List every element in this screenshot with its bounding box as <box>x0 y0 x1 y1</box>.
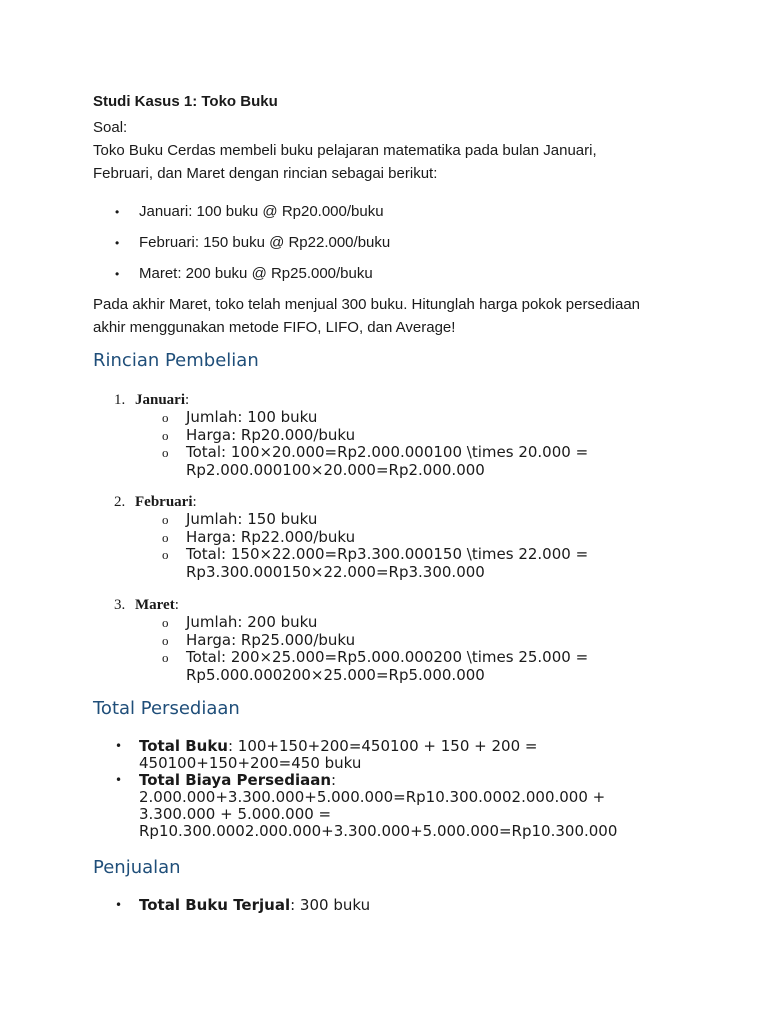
circle-bullet-icon: o <box>162 427 169 443</box>
item-line-4: Rp10.300.0002.000.000+3.300.000+5.000.000=Rp10.300.000 <box>139 822 618 840</box>
document-title: Studi Kasus 1: Toko Buku <box>93 93 278 110</box>
harga-text: Harga: Rp25.000/buku <box>186 630 356 649</box>
item-line-1: : 100+150+200=450100 + 150 + 200 = <box>227 737 538 755</box>
list-item <box>93 772 693 840</box>
item-line-2: 2.000.000+3.300.000+5.000.000=Rp10.300.0002.000.000 + <box>139 788 606 806</box>
intro-line-1: Toko Buku Cerdas membeli buku pelajaran matematika pada bulan Januari, <box>93 142 597 159</box>
month-heading <box>114 391 588 409</box>
circle-bullet-icon: o <box>162 632 169 648</box>
list-item <box>93 262 390 293</box>
bullet-icon: • <box>115 205 120 219</box>
list-item <box>114 444 588 479</box>
total-line-1: Total: 100×20.000=Rp2.000.000100 \times 20.000 = <box>186 443 589 461</box>
list-item <box>93 231 390 262</box>
harga-text: Harga: Rp20.000/buku <box>186 425 356 444</box>
list-item <box>114 649 588 684</box>
circle-bullet-icon: o <box>162 529 169 545</box>
item-label: Total Buku <box>139 737 228 755</box>
list-item <box>114 427 588 445</box>
circle-bullet-icon: o <box>162 410 169 425</box>
item-line-2: 450100+150+200=450 buku <box>139 754 362 772</box>
item-label: Total Buku Terjual <box>139 896 291 914</box>
circle-bullet-icon: o <box>162 615 169 630</box>
bullet-icon: • <box>115 267 120 281</box>
heading-total-persediaan: Total Persediaan <box>93 698 240 719</box>
purchase-text: Februari: 150 buku @ Rp22.000/buku <box>139 234 391 251</box>
soal-label: Soal: <box>93 119 128 136</box>
purchase-text: Maret: 200 buku @ Rp25.000/buku <box>139 265 373 282</box>
total-line-2: Rp2.000.000100×20.000=Rp2.000.000 <box>186 460 485 479</box>
list-item <box>114 546 588 581</box>
total-line-2: Rp3.300.000150×22.000=Rp3.300.000 <box>186 562 485 581</box>
jumlah-text: Jumlah: 100 buku <box>186 408 318 426</box>
list-item <box>93 738 693 772</box>
jumlah-text: Jumlah: 200 buku <box>186 613 318 631</box>
list-item <box>114 614 588 632</box>
month-number: 2. <box>114 494 126 510</box>
month-details <box>114 511 588 581</box>
list-item <box>114 632 588 650</box>
month-heading <box>114 493 588 511</box>
list-item <box>93 200 390 231</box>
list-item <box>114 409 588 427</box>
circle-bullet-icon: o <box>162 547 169 562</box>
heading-penjualan: Penjualan <box>93 857 181 878</box>
total-line-1: Total: 200×25.000=Rp5.000.000200 \times 25.000 = <box>186 648 589 666</box>
harga-text: Harga: Rp22.000/buku <box>186 527 356 546</box>
month-maret <box>114 596 588 684</box>
circle-bullet-icon: o <box>162 650 169 665</box>
bullet-icon: • <box>115 739 123 753</box>
month-heading <box>114 596 588 614</box>
month-colon: : <box>192 494 197 510</box>
intro-line-2: Februari, dan Maret dengan rincian sebagai berikut: <box>93 165 438 182</box>
month-name: Januari <box>135 392 186 408</box>
item-line-1: : <box>331 771 337 789</box>
month-januari <box>114 391 588 479</box>
purchase-text: Januari: 100 buku @ Rp20.000/buku <box>139 203 384 220</box>
heading-rincian-pembelian: Rincian Pembelian <box>93 350 259 371</box>
circle-bullet-icon: o <box>162 512 169 527</box>
jumlah-text: Jumlah: 150 buku <box>186 510 318 528</box>
month-details <box>114 409 588 479</box>
purchase-list <box>93 200 390 293</box>
list-item <box>114 529 588 547</box>
month-number: 1. <box>114 392 126 408</box>
total-list <box>93 738 693 840</box>
bullet-icon: • <box>115 898 123 912</box>
bullet-icon: • <box>115 773 123 787</box>
sales-list <box>93 897 693 914</box>
month-name: Februari <box>135 494 193 510</box>
bullet-icon: • <box>115 236 120 250</box>
list-item <box>93 897 693 914</box>
total-line-1: Total: 150×22.000=Rp3.300.000150 \times 22.000 = <box>186 545 589 563</box>
month-colon: : <box>174 597 179 613</box>
question-line-1: Pada akhir Maret, toko telah menjual 300 buku. Hitunglah harga pokok persediaan <box>93 296 641 313</box>
month-name: Maret <box>135 597 175 613</box>
month-number: 3. <box>114 597 126 613</box>
item-text: : 300 buku <box>290 896 371 914</box>
total-line-2: Rp5.000.000200×25.000=Rp5.000.000 <box>186 665 485 684</box>
item-label: Total Biaya Persediaan <box>139 771 332 789</box>
month-colon: : <box>185 392 190 408</box>
circle-bullet-icon: o <box>162 445 169 460</box>
month-februari <box>114 493 588 581</box>
list-item <box>114 511 588 529</box>
month-details <box>114 614 588 684</box>
item-line-3: 3.300.000 + 5.000.000 = <box>139 805 332 823</box>
question-line-2: akhir menggunakan metode FIFO, LIFO, dan Average! <box>93 319 456 336</box>
